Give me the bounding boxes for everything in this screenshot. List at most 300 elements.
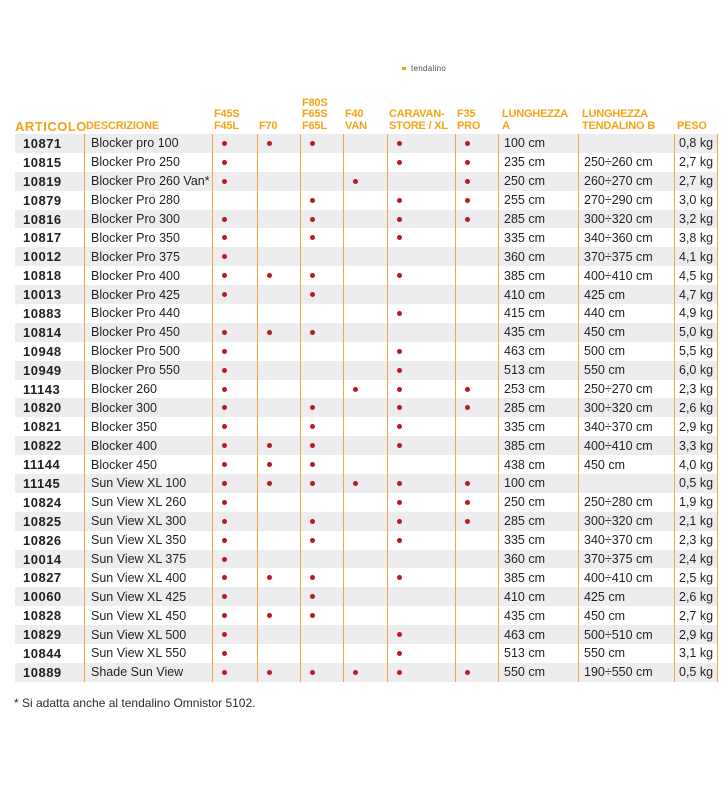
compat-cell <box>300 625 343 644</box>
compat-dot-icon <box>397 405 402 410</box>
compat-cell <box>212 474 257 493</box>
lb-cell: 500 cm <box>578 342 674 361</box>
compat-cell <box>387 380 455 399</box>
compat-cell <box>343 663 387 682</box>
table-row <box>15 304 718 323</box>
articolo-cell: 10871 <box>23 135 62 151</box>
desc-cell: Sun View XL 350 <box>84 531 212 550</box>
compat-dot-icon <box>397 519 402 524</box>
column-header-m1: F70 <box>259 119 278 132</box>
compat-dot-icon <box>222 594 227 599</box>
compat-cell <box>455 625 498 644</box>
compat-cell <box>455 531 498 550</box>
compat-cell <box>387 417 455 436</box>
compat-cell <box>300 474 343 493</box>
lb-cell: 400÷410 cm <box>578 568 674 587</box>
compat-cell <box>455 380 498 399</box>
compat-cell <box>257 361 300 380</box>
compat-cell <box>257 342 300 361</box>
compat-cell <box>300 587 343 606</box>
compat-dot-icon <box>222 387 227 392</box>
compat-cell <box>387 134 455 153</box>
compat-cell <box>212 285 257 304</box>
compat-dot-icon <box>222 273 227 278</box>
articolo-cell: 10844 <box>23 645 62 661</box>
articolo-cell: 10818 <box>23 268 62 284</box>
compat-cell <box>343 304 387 323</box>
table-row <box>15 228 718 247</box>
compat-cell <box>343 474 387 493</box>
compat-dot-icon <box>353 179 358 184</box>
la-cell: 550 cm <box>498 663 578 682</box>
peso-cell: 2,6 kg <box>674 398 718 417</box>
la-cell: 100 cm <box>498 474 578 493</box>
compat-cell <box>387 493 455 512</box>
la-cell: 438 cm <box>498 455 578 474</box>
lb-cell: 250÷260 cm <box>578 153 674 172</box>
compat-cell <box>257 172 300 191</box>
compat-cell <box>257 625 300 644</box>
compat-cell <box>387 228 455 247</box>
compat-dot-icon <box>310 405 315 410</box>
peso-cell: 2,9 kg <box>674 417 718 436</box>
compat-cell <box>387 361 455 380</box>
la-cell: 410 cm <box>498 587 578 606</box>
peso-cell: 3,2 kg <box>674 210 718 229</box>
table-row <box>15 417 718 436</box>
compat-dot-icon <box>465 198 470 203</box>
lb-cell: 340÷370 cm <box>578 531 674 550</box>
la-cell: 360 cm <box>498 247 578 266</box>
compat-cell <box>257 474 300 493</box>
compat-cell <box>387 474 455 493</box>
compat-dot-icon <box>267 575 272 580</box>
compat-cell <box>455 228 498 247</box>
peso-cell: 5,0 kg <box>674 323 718 342</box>
compat-cell <box>455 474 498 493</box>
compat-dot-icon <box>222 254 227 259</box>
desc-cell: Blocker 300 <box>84 398 212 417</box>
lb-cell <box>578 474 674 493</box>
compat-cell <box>300 228 343 247</box>
peso-cell: 2,3 kg <box>674 531 718 550</box>
desc-cell: Sun View XL 425 <box>84 587 212 606</box>
compat-cell <box>212 304 257 323</box>
compat-cell <box>455 285 498 304</box>
articolo-cell: 10815 <box>23 154 62 170</box>
articolo-cell: 10819 <box>23 173 62 189</box>
compat-dot-icon <box>310 575 315 580</box>
peso-cell: 2,7 kg <box>674 606 718 625</box>
compat-cell <box>300 493 343 512</box>
compat-dot-icon <box>397 575 402 580</box>
lb-cell: 250÷270 cm <box>578 380 674 399</box>
peso-cell: 2,7 kg <box>674 172 718 191</box>
compat-dot-icon <box>222 160 227 165</box>
compat-cell <box>300 663 343 682</box>
peso-cell: 1,9 kg <box>674 493 718 512</box>
lb-cell: 370÷375 cm <box>578 247 674 266</box>
compat-dot-icon <box>397 443 402 448</box>
desc-cell: Blocker Pro 550 <box>84 361 212 380</box>
la-cell: 463 cm <box>498 342 578 361</box>
peso-cell: 3,1 kg <box>674 644 718 663</box>
compat-dot-icon <box>222 632 227 637</box>
compat-cell <box>455 512 498 531</box>
compat-dot-icon <box>397 141 402 146</box>
compat-cell <box>387 531 455 550</box>
compat-cell <box>300 247 343 266</box>
la-cell: 463 cm <box>498 625 578 644</box>
compat-cell <box>212 210 257 229</box>
compat-dot-icon <box>267 462 272 467</box>
compat-dot-icon <box>267 141 272 146</box>
compat-cell <box>387 172 455 191</box>
lb-cell: 250÷280 cm <box>578 493 674 512</box>
compat-cell <box>300 398 343 417</box>
compat-dot-icon <box>222 179 227 184</box>
table-row <box>15 172 718 191</box>
compat-dot-icon <box>310 594 315 599</box>
compat-cell <box>300 210 343 229</box>
compat-cell <box>257 417 300 436</box>
peso-cell: 4,0 kg <box>674 455 718 474</box>
compat-cell <box>300 417 343 436</box>
compat-cell <box>257 210 300 229</box>
table-row <box>15 285 718 304</box>
desc-cell: Blocker Pro 300 <box>84 210 212 229</box>
compat-dot-icon <box>310 330 315 335</box>
desc-cell: Blocker Pro 280 <box>84 191 212 210</box>
compat-cell <box>343 644 387 663</box>
peso-cell: 4,1 kg <box>674 247 718 266</box>
compat-cell <box>212 436 257 455</box>
legend <box>402 64 446 73</box>
compat-dot-icon <box>222 670 227 675</box>
lb-cell: 340÷360 cm <box>578 228 674 247</box>
la-cell: 250 cm <box>498 172 578 191</box>
compat-cell <box>257 228 300 247</box>
compat-cell <box>387 568 455 587</box>
compat-cell <box>343 531 387 550</box>
compat-cell <box>387 191 455 210</box>
lb-cell <box>578 134 674 153</box>
compat-cell <box>257 191 300 210</box>
la-cell: 513 cm <box>498 644 578 663</box>
compat-dot-icon <box>397 368 402 373</box>
compat-cell <box>343 625 387 644</box>
compat-cell <box>455 398 498 417</box>
compat-cell <box>343 323 387 342</box>
peso-cell: 0,8 kg <box>674 134 718 153</box>
compat-cell <box>455 644 498 663</box>
compat-dot-icon <box>310 292 315 297</box>
compat-cell <box>257 285 300 304</box>
articolo-cell: 10816 <box>23 211 62 227</box>
compat-cell <box>343 342 387 361</box>
column-header-m4: CARAVAN- STORE / XL <box>389 108 448 132</box>
compat-dot-icon <box>353 481 358 486</box>
peso-cell: 2,5 kg <box>674 568 718 587</box>
compat-cell <box>212 266 257 285</box>
compat-cell <box>212 172 257 191</box>
compat-dot-icon <box>310 538 315 543</box>
desc-cell: Sun View XL 400 <box>84 568 212 587</box>
la-cell: 335 cm <box>498 417 578 436</box>
compat-cell <box>343 455 387 474</box>
compat-dot-icon <box>397 424 402 429</box>
compat-cell <box>300 550 343 569</box>
compat-dot-icon <box>465 481 470 486</box>
la-cell: 100 cm <box>498 134 578 153</box>
desc-cell: Sun View XL 300 <box>84 512 212 531</box>
compat-cell <box>212 153 257 172</box>
compat-cell <box>257 266 300 285</box>
compat-cell <box>300 436 343 455</box>
articolo-cell: 10829 <box>23 627 62 643</box>
peso-cell: 4,7 kg <box>674 285 718 304</box>
table-row <box>15 568 718 587</box>
compat-cell <box>300 361 343 380</box>
table-row <box>15 398 718 417</box>
table-row <box>15 512 718 531</box>
compat-cell <box>343 550 387 569</box>
compat-dot-icon <box>397 651 402 656</box>
compat-cell <box>455 436 498 455</box>
articolo-cell: 10824 <box>23 494 62 510</box>
compat-dot-icon <box>267 613 272 618</box>
column-header-m0: F45S F45L <box>214 108 240 132</box>
compat-dot-icon <box>465 405 470 410</box>
compat-cell <box>455 153 498 172</box>
desc-cell: Blocker Pro 440 <box>84 304 212 323</box>
compat-dot-icon <box>222 519 227 524</box>
compat-cell <box>257 568 300 587</box>
la-cell: 335 cm <box>498 228 578 247</box>
compat-dot-icon <box>222 217 227 222</box>
compat-cell <box>212 361 257 380</box>
compat-cell <box>387 323 455 342</box>
compat-dot-icon <box>222 141 227 146</box>
articolo-cell: 10817 <box>23 230 62 246</box>
la-cell: 360 cm <box>498 550 578 569</box>
table-row <box>15 606 718 625</box>
compat-cell <box>212 644 257 663</box>
compat-cell <box>257 380 300 399</box>
compat-cell <box>212 191 257 210</box>
la-cell: 385 cm <box>498 436 578 455</box>
compat-cell <box>300 304 343 323</box>
compat-cell <box>455 455 498 474</box>
compat-cell <box>257 153 300 172</box>
desc-cell: Sun View XL 550 <box>84 644 212 663</box>
compat-cell <box>387 625 455 644</box>
compat-dot-icon <box>310 198 315 203</box>
compat-dot-icon <box>465 160 470 165</box>
compat-cell <box>212 568 257 587</box>
compat-dot-icon <box>310 481 315 486</box>
compat-cell <box>455 134 498 153</box>
compat-dot-icon <box>397 217 402 222</box>
compat-cell <box>343 285 387 304</box>
lb-cell: 400÷410 cm <box>578 436 674 455</box>
compat-cell <box>387 398 455 417</box>
lb-cell: 260÷270 cm <box>578 172 674 191</box>
compat-cell <box>343 153 387 172</box>
compat-cell <box>300 323 343 342</box>
la-cell: 253 cm <box>498 380 578 399</box>
articolo-cell: 11143 <box>23 381 61 397</box>
compat-dot-icon <box>222 368 227 373</box>
compat-cell <box>343 493 387 512</box>
column-header-lb: LUNGHEZZA TENDALINO B <box>582 108 655 132</box>
lb-cell: 550 cm <box>578 361 674 380</box>
compat-cell <box>455 568 498 587</box>
la-cell: 435 cm <box>498 606 578 625</box>
table-row <box>15 550 718 569</box>
compat-cell <box>212 512 257 531</box>
table-row <box>15 153 718 172</box>
peso-cell: 2,7 kg <box>674 153 718 172</box>
compat-cell <box>343 228 387 247</box>
lb-cell: 550 cm <box>578 644 674 663</box>
compat-cell <box>387 663 455 682</box>
compat-cell <box>387 644 455 663</box>
lb-cell: 340÷370 cm <box>578 417 674 436</box>
compat-cell <box>257 550 300 569</box>
table-row <box>15 191 718 210</box>
compat-dot-icon <box>465 519 470 524</box>
table-row <box>15 474 718 493</box>
compat-dot-icon <box>397 273 402 278</box>
desc-cell: Shade Sun View <box>84 663 212 682</box>
compat-cell <box>455 417 498 436</box>
peso-cell: 6,0 kg <box>674 361 718 380</box>
compat-dot-icon <box>267 330 272 335</box>
lb-cell: 300÷320 cm <box>578 398 674 417</box>
compat-cell <box>300 455 343 474</box>
compat-dot-icon <box>465 141 470 146</box>
compat-cell <box>343 417 387 436</box>
peso-cell: 2,4 kg <box>674 550 718 569</box>
articolo-cell: 10820 <box>23 400 62 416</box>
articolo-cell: 10814 <box>23 324 62 340</box>
compat-dot-icon <box>310 424 315 429</box>
la-cell: 235 cm <box>498 153 578 172</box>
compat-cell <box>300 266 343 285</box>
compat-cell <box>300 153 343 172</box>
compat-cell <box>257 663 300 682</box>
desc-cell: Blocker 350 <box>84 417 212 436</box>
compat-cell <box>257 455 300 474</box>
compat-cell <box>455 210 498 229</box>
la-cell: 415 cm <box>498 304 578 323</box>
articolo-cell: 10948 <box>23 343 62 359</box>
articolo-cell: 10828 <box>23 608 62 624</box>
table-row <box>15 247 718 266</box>
peso-cell: 4,9 kg <box>674 304 718 323</box>
column-header-desc: DESCRIZIONE <box>86 119 159 132</box>
desc-cell: Sun View XL 260 <box>84 493 212 512</box>
table-row <box>15 361 718 380</box>
desc-cell: Blocker Pro 500 <box>84 342 212 361</box>
peso-cell: 2,9 kg <box>674 625 718 644</box>
compat-cell <box>455 663 498 682</box>
desc-cell: Blocker 450 <box>84 455 212 474</box>
compat-cell <box>212 380 257 399</box>
articolo-cell: 10825 <box>23 513 62 529</box>
compat-cell <box>387 436 455 455</box>
column-header-m5: F35 PRO <box>457 108 481 132</box>
compat-cell <box>387 247 455 266</box>
lb-cell: 270÷290 cm <box>578 191 674 210</box>
compat-cell <box>455 342 498 361</box>
compat-dot-icon <box>222 557 227 562</box>
compat-cell <box>257 587 300 606</box>
compat-cell <box>300 644 343 663</box>
compat-cell <box>300 134 343 153</box>
compat-cell <box>455 266 498 285</box>
peso-cell: 3,8 kg <box>674 228 718 247</box>
articolo-cell: 10827 <box>23 570 62 586</box>
compat-cell <box>257 512 300 531</box>
la-cell: 285 cm <box>498 398 578 417</box>
compat-cell <box>300 342 343 361</box>
desc-cell: Blocker 260 <box>84 380 212 399</box>
compat-cell <box>455 587 498 606</box>
compat-cell <box>212 587 257 606</box>
table-row <box>15 380 718 399</box>
compat-cell <box>455 493 498 512</box>
compat-dot-icon <box>353 670 358 675</box>
compat-cell <box>343 587 387 606</box>
desc-cell: Sun View XL 450 <box>84 606 212 625</box>
lb-cell: 190÷550 cm <box>578 663 674 682</box>
table-row <box>15 493 718 512</box>
articolo-cell: 10822 <box>23 438 62 454</box>
compat-dot-icon <box>310 519 315 524</box>
compat-dot-icon <box>397 311 402 316</box>
lb-cell: 450 cm <box>578 455 674 474</box>
compat-dot-icon <box>397 632 402 637</box>
compat-cell <box>455 172 498 191</box>
compat-cell <box>343 172 387 191</box>
compat-cell <box>212 342 257 361</box>
articolo-cell: 10014 <box>23 551 62 567</box>
peso-cell: 3,0 kg <box>674 191 718 210</box>
compat-cell <box>455 191 498 210</box>
compat-cell <box>387 153 455 172</box>
peso-cell: 4,5 kg <box>674 266 718 285</box>
compat-cell <box>212 228 257 247</box>
compat-cell <box>212 625 257 644</box>
compat-cell <box>343 210 387 229</box>
lb-cell: 450 cm <box>578 606 674 625</box>
table-row <box>15 531 718 550</box>
lb-cell: 425 cm <box>578 587 674 606</box>
compat-cell <box>257 606 300 625</box>
compat-dot-icon <box>267 273 272 278</box>
desc-cell: Sun View XL 100 <box>84 474 212 493</box>
desc-cell: Blocker Pro 400 <box>84 266 212 285</box>
compat-dot-icon <box>397 500 402 505</box>
compat-cell <box>343 398 387 417</box>
compat-cell <box>300 531 343 550</box>
compat-dot-icon <box>222 443 227 448</box>
desc-cell: Blocker pro 100 <box>84 134 212 153</box>
compat-dot-icon <box>222 235 227 240</box>
compat-dot-icon <box>222 613 227 618</box>
